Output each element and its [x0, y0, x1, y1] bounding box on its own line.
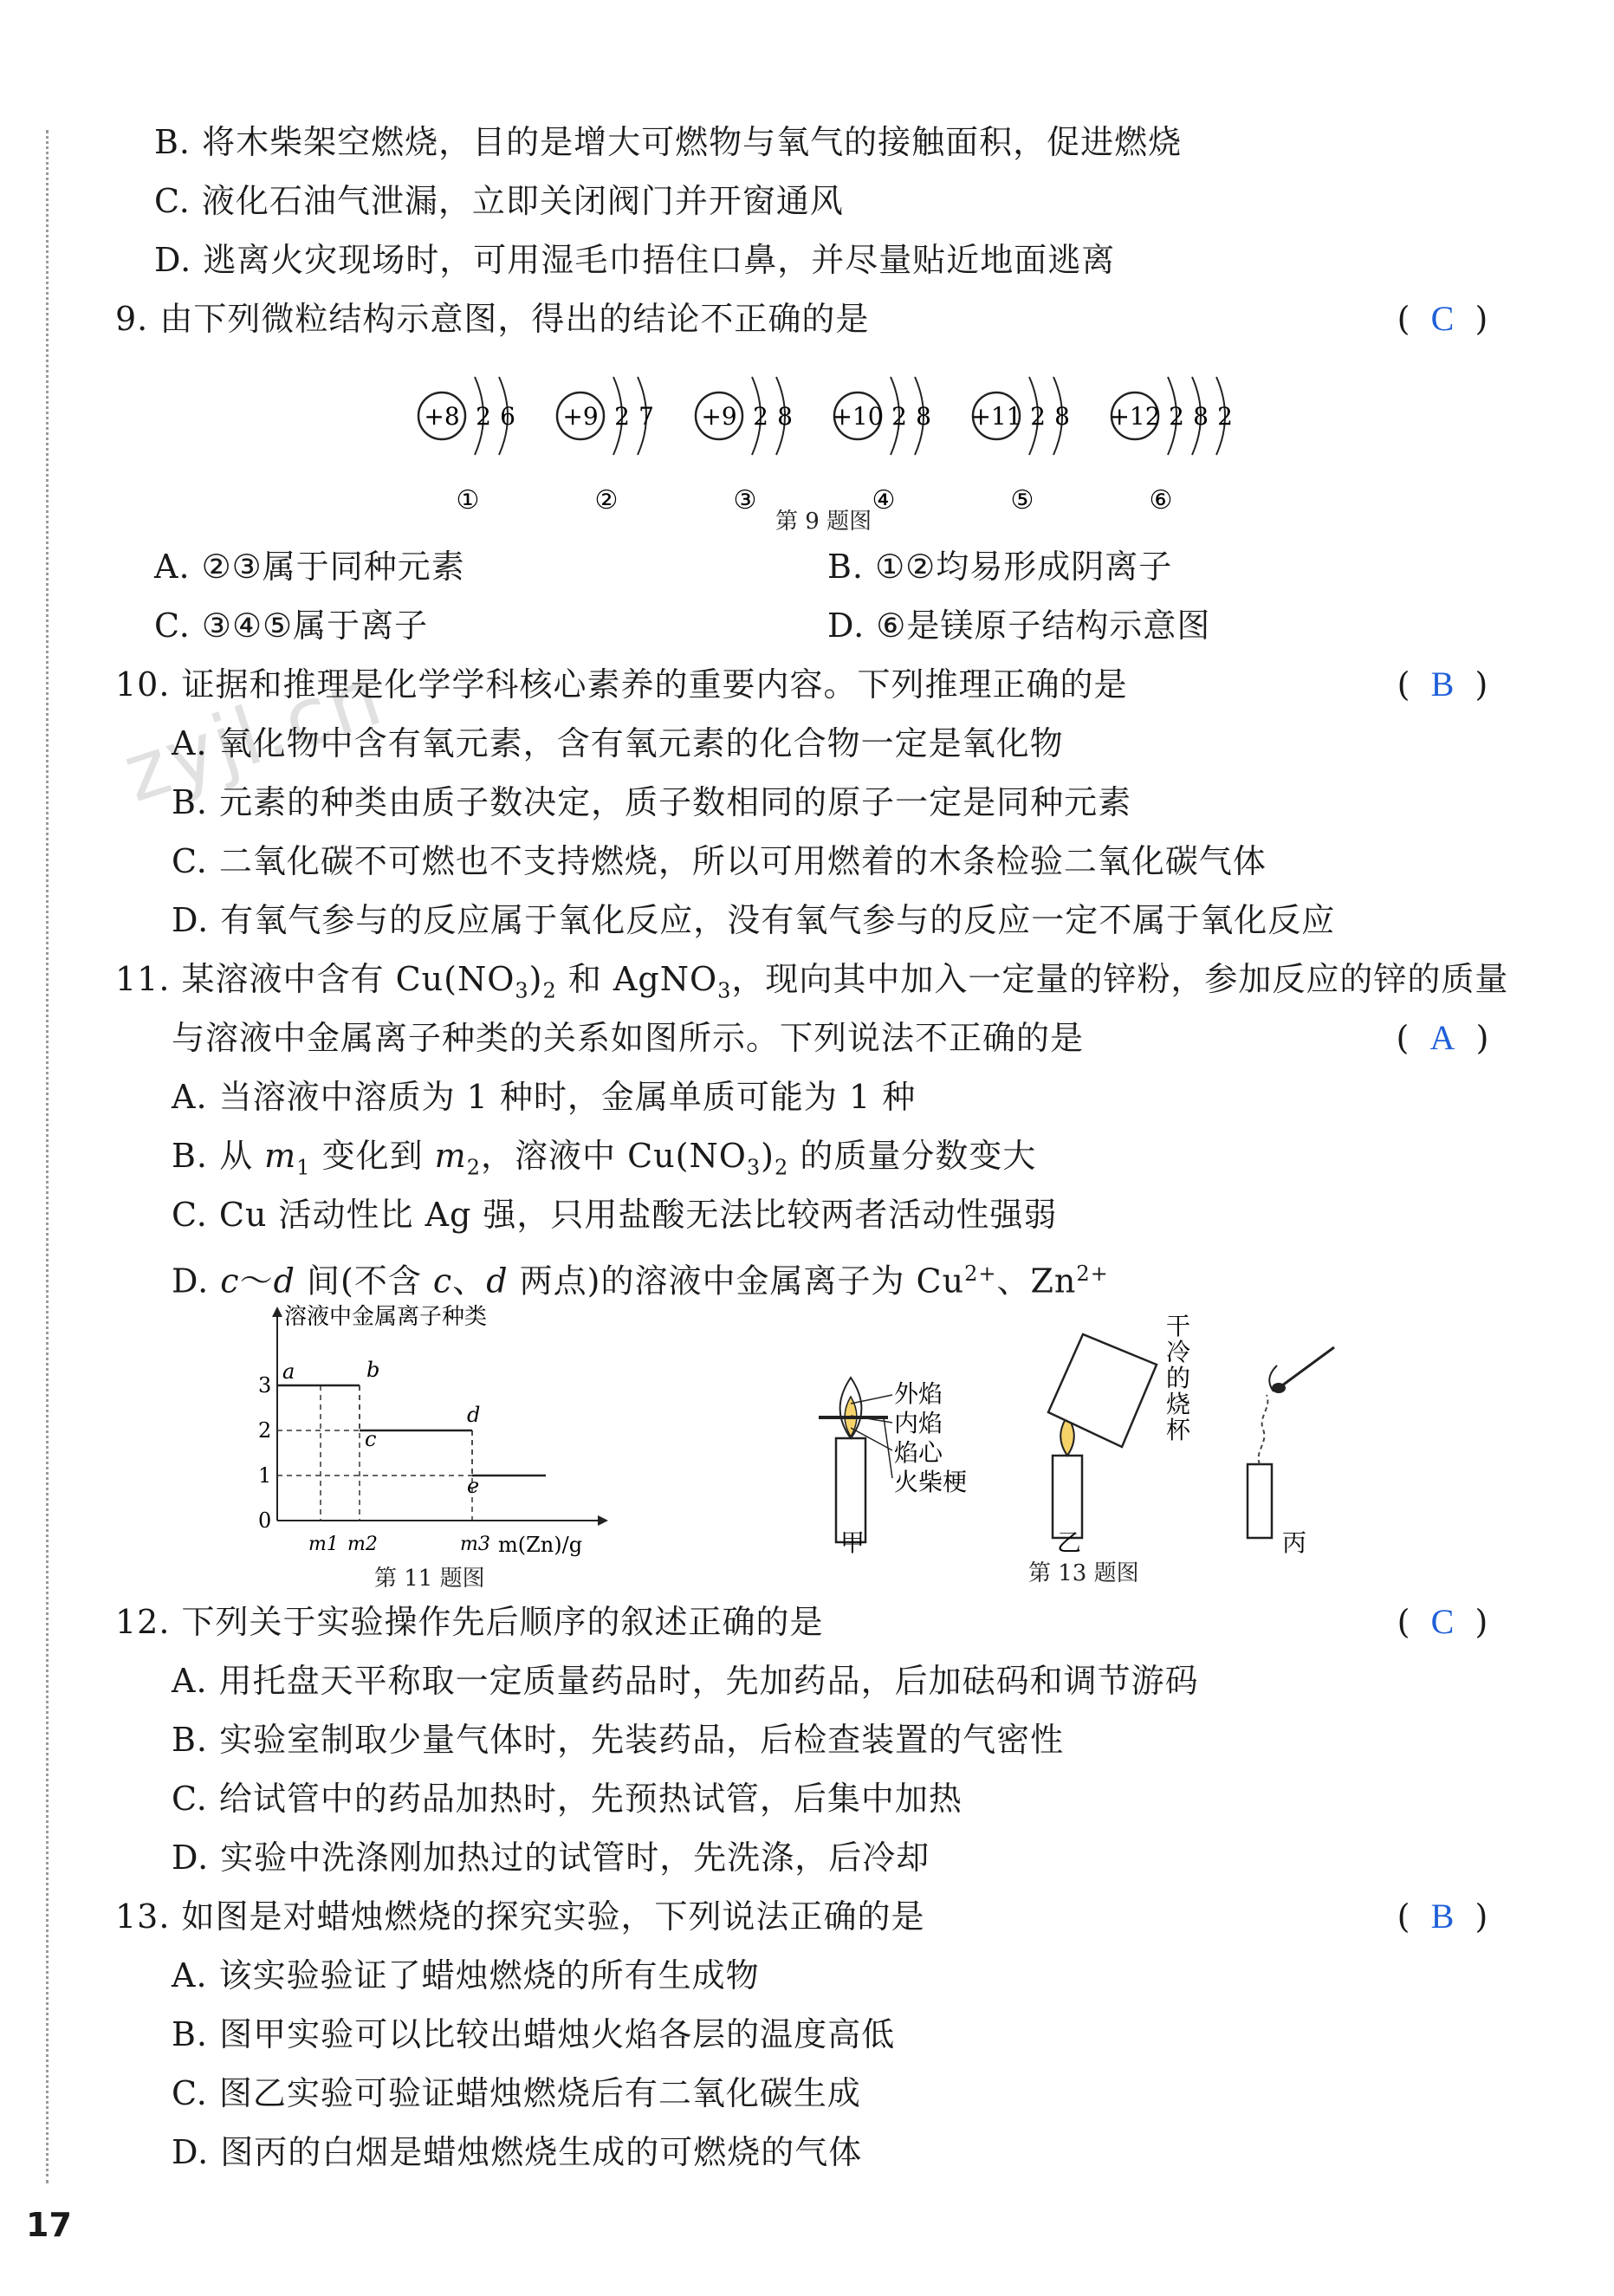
atom-diagram-2	[557, 377, 654, 516]
label-beaker-3: 的	[1166, 1364, 1191, 1392]
q11-option-c: C. Cu 活动性比 Ag 强，只用盐酸无法比较两者活动性强弱	[172, 1196, 1058, 1234]
fig9-caption: 第 9 题图	[775, 509, 872, 535]
shell-electron-count: 2	[1169, 402, 1184, 431]
y-axis-label: 溶液中金属离子种类	[284, 1304, 488, 1330]
x-tick-label: m2	[347, 1534, 378, 1555]
label-outer-flame: 外焰	[894, 1379, 943, 1408]
q13-answer: ( B )	[1397, 1897, 1488, 1936]
q12-answer: ( C )	[1397, 1602, 1488, 1641]
y-tick-label: 3	[258, 1373, 272, 1398]
x-axis-label: m(Zn)/g	[498, 1533, 583, 1557]
shell-electron-count: 7	[638, 402, 654, 431]
shell-electron-count: 2	[753, 402, 768, 431]
q11-option-d: D. c～d 间(不含 c、d 两点)的溶液中金属离子为 $Cu^{2+}$、$Zn^{2+}$	[172, 1262, 1109, 1300]
q13-option-a: A. 该实验验证了蜡烛燃烧的所有生成物	[172, 1956, 760, 1994]
label-beaker-1: 干	[1166, 1312, 1191, 1340]
q9-answer-letter: C	[1430, 299, 1455, 338]
q13-option-d: D. 图丙的白烟是蜡烛燃烧生成的可燃烧的气体	[172, 2133, 863, 2171]
q9-option-b: B. ①②均易形成阴离子	[827, 548, 1173, 586]
q13-stem: 13. 如图是对蜡烛燃烧的探究实验，下列说法正确的是	[115, 1897, 925, 1936]
q13-option-c: C. 图乙实验可验证蜡烛燃烧后有二氧化碳生成	[172, 2074, 861, 2112]
atom-number-label: ②	[594, 485, 619, 516]
point-label-a: a	[282, 1359, 295, 1384]
y-tick-label: 1	[258, 1463, 272, 1488]
y-axis-arrow	[272, 1307, 282, 1317]
atom-diagram-5	[970, 377, 1069, 516]
q8-option-c: C. 液化石油气泄漏，立即关闭阀门并开窗通风	[154, 182, 844, 220]
page-number: 17	[26, 2206, 72, 2244]
q12-option-c: C. 给试管中的药品加热时，先预热试管，后集中加热	[172, 1780, 963, 1818]
candle-bing-body	[1248, 1464, 1272, 1538]
watermark: zyjl.cn	[113, 650, 394, 820]
q12-option-b: B. 实验室制取少量气体时，先装药品，后检查装置的气密性	[172, 1721, 1065, 1759]
q9-option-d: D. ⑥是镁原子结构示意图	[827, 606, 1211, 645]
white-smoke	[1259, 1395, 1268, 1464]
shell-electron-count: 2	[476, 402, 491, 431]
q9-answer: ( C )	[1397, 299, 1488, 338]
point-label-d: d	[467, 1403, 481, 1427]
y-tick-label: 2	[258, 1418, 272, 1443]
q9-option-a: A. ②③属于同种元素	[154, 548, 465, 586]
shell-electron-count: 6	[500, 402, 515, 431]
q10-option-b: B. 元素的种类由质子数决定，质子数相同的原子一定是同种元素	[172, 783, 1132, 821]
q8-option-b: B. 将木柴架空燃烧，目的是增大可燃物与氧气的接触面积，促进燃烧	[154, 123, 1183, 161]
candle-yi-body	[1053, 1456, 1082, 1538]
atom-diagram-1	[418, 377, 515, 516]
q10-answer-letter: B	[1430, 665, 1455, 704]
q12-option-d: D. 实验中洗涤刚加热过的试管时，先洗涤，后冷却	[172, 1839, 930, 1877]
label-flame-core: 焰心	[894, 1438, 943, 1467]
atom-diagram-4	[832, 377, 930, 516]
shell-electron-count: 2	[614, 402, 630, 431]
burning-match	[1275, 1347, 1334, 1391]
q11-option-a: A. 当溶液中溶质为 1 种时，金属单质可能为 1 种	[172, 1078, 917, 1116]
candle-jia-body	[836, 1438, 865, 1542]
q13-answer-letter: B	[1430, 1897, 1455, 1936]
atom-diagram-6	[1109, 377, 1232, 516]
q10-option-c: C. 二氧化碳不可燃也不支持燃烧，所以可用燃着的木条检验二氧化碳气体	[172, 842, 1267, 880]
candle-yi	[1048, 1312, 1191, 1557]
q11-stem-line1: 11. 某溶液中含有 $Cu(NO_3)_2$ 和 AgNO$_3$，现向其中加入一定量的锌粉，参加反应的锌的质量	[115, 960, 1509, 1003]
nucleus-charge: +8	[424, 402, 460, 431]
label-yi: 乙	[1057, 1528, 1082, 1557]
shell-electron-count: 2	[1030, 402, 1046, 431]
x-tick-label: m1	[308, 1534, 339, 1555]
q10-answer: ( B )	[1397, 665, 1488, 704]
origin-label: 0	[258, 1508, 272, 1533]
nucleus-charge: +9	[701, 402, 737, 431]
q11-answer-letter: A	[1429, 1018, 1455, 1057]
q10-stem: 10. 证据和推理是化学学科核心素养的重要内容。下列推理正确的是	[115, 665, 1128, 704]
label-bing: 丙	[1282, 1528, 1307, 1557]
q10-option-a: A. 氧化物中含有氧元素，含有氧元素的化合物一定是氧化物	[172, 724, 1064, 762]
q12-stem: 12. 下列关于实验操作先后顺序的叙述正确的是	[115, 1603, 824, 1641]
binding-margin-line	[46, 130, 49, 2183]
q10-option-d: D. 有氧气参与的反应属于氧化反应，没有氧气参与的反应一定不属于氧化反应	[172, 901, 1336, 939]
atom-number-label: ⑤	[1010, 485, 1034, 516]
label-jia: 甲	[840, 1528, 865, 1557]
q11-stem-line2: 与溶液中金属离子种类的关系如图所示。下列说法不正确的是	[172, 1019, 1085, 1057]
q13-option-b: B. 图甲实验可以比较出蜡烛火焰各层的温度高低	[172, 2015, 896, 2053]
shell-electron-count: 8	[1054, 402, 1070, 431]
atom-diagram-3	[696, 377, 793, 516]
shell-electron-count: 8	[1193, 402, 1209, 431]
nucleus-charge: +11	[970, 402, 1022, 431]
x-axis-arrow	[598, 1515, 608, 1526]
point-label-b: b	[366, 1358, 380, 1382]
q9-stem: 9. 由下列微粒结构示意图，得出的结论不正确的是	[115, 300, 870, 338]
q11-answer: ( A )	[1396, 1018, 1489, 1057]
shell-electron-count: 8	[777, 402, 793, 431]
fig13-caption: 第 13 题图	[1028, 1560, 1139, 1586]
fig11-caption: 第 11 题图	[374, 1566, 485, 1592]
q12-option-a: A. 用托盘天平称取一定质量药品时，先加药品，后加砝码和调节游码	[172, 1662, 1199, 1700]
q9-option-c: C. ③④⑤属于离子	[154, 606, 429, 645]
label-beaker-2: 冷	[1166, 1338, 1191, 1366]
atom-number-label: ③	[733, 485, 757, 516]
candle-jia	[819, 1378, 967, 1557]
shell-electron-count: 8	[916, 402, 931, 431]
atom-number-label: ④	[872, 485, 896, 516]
shell-electron-count: 2	[1217, 402, 1233, 431]
label-inner-flame: 内焰	[894, 1409, 943, 1437]
nucleus-charge: +9	[562, 402, 599, 431]
point-label-e: e	[467, 1474, 480, 1498]
q11-ion-types-chart	[234, 1300, 632, 1560]
shell-electron-count: 2	[891, 402, 907, 431]
q12-answer-letter: C	[1430, 1602, 1455, 1641]
q11-option-b: B. 从 $m_1$ 变化到 $m_2$，溶液中 $Cu(NO_3)_2$ 的质量分数变大	[172, 1137, 1037, 1180]
label-matchstick: 火柴梗	[894, 1468, 968, 1496]
q8-option-d: D. 逃离火灾现场时，可用湿毛巾捂住口鼻，并尽量贴近地面逃离	[154, 241, 1116, 279]
atom-number-label: ⑥	[1149, 485, 1173, 516]
nucleus-charge: +12	[1109, 402, 1161, 431]
x-tick-label: m3	[460, 1534, 490, 1555]
label-beaker-5: 杯	[1166, 1416, 1191, 1444]
candle-bing	[1248, 1347, 1334, 1557]
atom-number-label: ①	[456, 485, 480, 516]
point-label-c: c	[365, 1427, 377, 1451]
label-beaker-4: 烧	[1166, 1390, 1191, 1418]
nucleus-charge: +10	[832, 402, 884, 431]
atom-structure-diagram	[381, 364, 1300, 529]
q13-candle-experiment-figure	[797, 1308, 1386, 1560]
